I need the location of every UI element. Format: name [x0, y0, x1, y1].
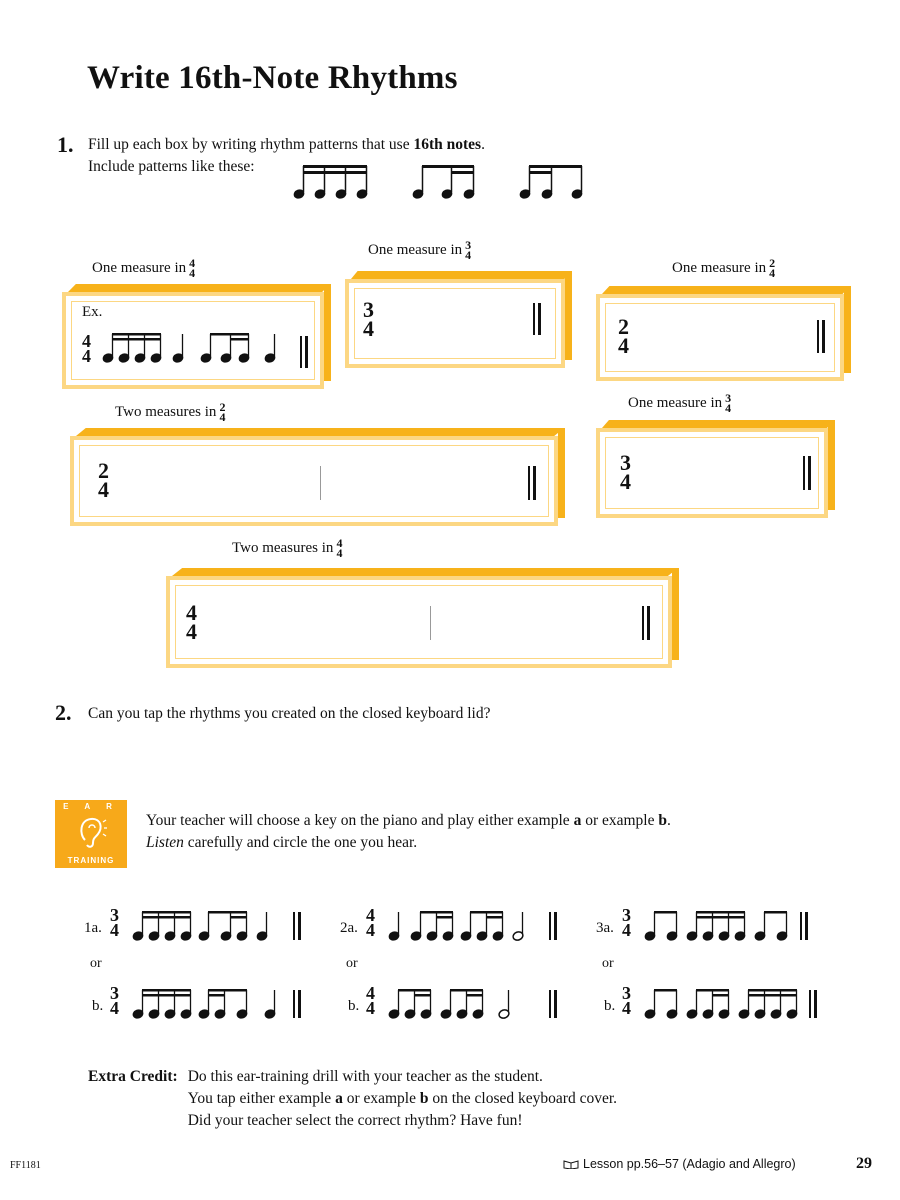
box-4-face [70, 436, 558, 526]
box-6-label-timesig [336, 536, 343, 561]
timesig-top: 4 [366, 983, 375, 1003]
box-1-barline-final [305, 336, 308, 368]
box-5-side-edge [828, 420, 835, 510]
example-3a-rhythm [642, 908, 822, 944]
timesig-top: 3 [622, 983, 631, 1003]
box-5-label [628, 391, 732, 416]
box-4-label-text: Two measures in [115, 403, 217, 420]
box-3-label-timesig [769, 256, 776, 281]
timesig-bottom: 4 [336, 546, 343, 561]
footer-code: FF1181 [10, 1160, 41, 1171]
example-2b-label: b. [348, 998, 360, 1014]
extra-line2-mid: or example [342, 1090, 420, 1107]
box-6-barline-middle [430, 606, 431, 640]
box-2-barline-thin [533, 303, 535, 335]
extra-credit-label: Extra Credit: [88, 1068, 178, 1085]
example-3b-timesig [622, 983, 631, 1019]
example-3a-timesig [622, 905, 631, 941]
example-1a-label: 1a. [84, 920, 102, 936]
box-6-barline-final [647, 606, 650, 640]
box-1-label [92, 256, 196, 281]
extra-line2-end: on the closed keyboard cover. [428, 1090, 618, 1107]
box-2-side-edge [565, 271, 572, 360]
box-5-timesig [620, 450, 631, 494]
timesig-bottom: 4 [366, 920, 375, 941]
timesig-bottom: 4 [618, 332, 629, 358]
box-5-label-text: One measure in [628, 394, 723, 411]
extra-option-a: a [335, 1090, 343, 1107]
box-2-label-text: One measure in [368, 241, 463, 258]
timesig-top: 3 [725, 391, 732, 405]
example-3a-label: 3a. [596, 920, 614, 936]
timesig-top: 2 [769, 256, 776, 270]
timesig-bottom: 4 [110, 920, 119, 941]
q1-text-end: . [481, 136, 485, 153]
box-5-barline-final [808, 456, 811, 490]
box-3-barline-thin [817, 320, 819, 353]
rhythm-box-5[interactable] [596, 428, 828, 518]
pattern-eighth-two-sixteenths [412, 165, 475, 199]
box-2-barline-final [538, 303, 541, 335]
rhythm-box-2[interactable] [345, 279, 565, 368]
box-3-top-edge [602, 286, 850, 294]
box-5-barline-thin [803, 456, 805, 490]
box-1-label-text: One measure in [92, 259, 187, 276]
box-4-barline-middle [320, 466, 321, 500]
box-3-side-edge [844, 286, 851, 373]
example-label: Ex. [82, 304, 103, 320]
example-2b-rhythm [386, 986, 556, 1022]
timesig-top: 4 [186, 600, 197, 625]
example-1b-label: b. [92, 998, 104, 1014]
box-4-barline-final [533, 466, 536, 500]
extra-credit-line1: Do this ear-training drill with your teacher as the student. [187, 1068, 543, 1085]
example-1a-rhythm [130, 908, 310, 944]
timesig-bottom: 4 [769, 266, 776, 281]
timesig-top: 3 [620, 450, 631, 475]
pattern-two-sixteenths-eighth [519, 165, 583, 199]
box-3-face [596, 294, 844, 381]
question-2-text: Can you tap the rhythms you created on the closed keyboard lid? [88, 705, 491, 722]
ear-text-line2: carefully and circle the one you hear. [183, 834, 418, 851]
box-3-timesig [618, 314, 629, 358]
ear-training-badge [55, 800, 127, 868]
timesig-top: 3 [110, 905, 119, 925]
box-2-top-edge [351, 271, 571, 279]
ear-icon [77, 814, 107, 850]
example-2a-label: 2a. [340, 920, 358, 936]
q1-bold-term: 16th notes [413, 136, 482, 153]
example-3a-barline-final [805, 912, 808, 940]
box-6-label [232, 536, 343, 561]
box-6-face [166, 576, 672, 668]
example-3b-barline-thin [809, 990, 811, 1018]
timesig-bottom: 4 [465, 248, 472, 263]
footer-lesson-reference [563, 1157, 796, 1171]
box-3-label-text: One measure in [672, 259, 767, 276]
timesig-bottom: 4 [189, 266, 196, 281]
extra-credit-line3: Did your teacher select the correct rhythm? Have fun! [187, 1112, 523, 1129]
question-2-number: 2. [55, 700, 72, 725]
ear-badge-bottom-text: TRAINING [67, 856, 115, 865]
box-6-barline-thin [642, 606, 644, 640]
example-3b-label: b. [604, 998, 616, 1014]
q1-text-part: Fill up each box by writing rhythm patterns that use [88, 136, 414, 153]
timesig-top: 3 [622, 905, 631, 925]
timesig-top: 3 [465, 238, 472, 252]
box-2-label-timesig [465, 238, 472, 263]
extra-option-b: b [419, 1090, 429, 1107]
box-5-inner [605, 437, 819, 509]
example-1b-barline-final [298, 990, 301, 1018]
example-1b-timesig [110, 983, 119, 1019]
timesig-top: 4 [336, 536, 343, 550]
box-2-inner [354, 288, 556, 359]
example-1a-barline-final [298, 912, 301, 940]
box-4-label-timesig [219, 400, 226, 425]
extra-line2-part: You tap either example [187, 1090, 336, 1107]
ear-text-end: . [666, 812, 671, 829]
box-4-label [115, 400, 226, 425]
ear-listen-word: Listen [146, 834, 184, 851]
or-label-1: or [90, 956, 102, 971]
timesig-bottom: 4 [363, 315, 374, 341]
example-2a-rhythm [386, 908, 556, 944]
question-1-number: 1. [57, 132, 74, 157]
ear-training-instructions [146, 810, 671, 854]
box-1-label-timesig [189, 256, 196, 281]
box-6-inner [175, 585, 663, 659]
timesig-bottom: 4 [110, 998, 119, 1019]
example-2b-barline-final [554, 990, 557, 1018]
box-4-barline-thin [528, 466, 530, 500]
box-6-timesig [186, 600, 197, 644]
timesig-bottom: 4 [186, 618, 197, 644]
box-4-timesig [98, 458, 109, 502]
timesig-top: 2 [618, 314, 629, 339]
box-1-barline-thin [300, 336, 302, 368]
box-2-timesig [363, 297, 374, 341]
timesig-bottom: 4 [622, 920, 631, 941]
or-label-3: or [602, 956, 614, 971]
box-1-timesig [82, 331, 91, 367]
ear-text-mid: or example [581, 812, 659, 829]
example-1a-barline-thin [293, 912, 295, 940]
ear-badge-top-text: E A R [63, 802, 119, 811]
box-1-side-edge [324, 284, 331, 381]
example-3b-rhythm [642, 986, 822, 1022]
box-5-top-edge [602, 420, 834, 428]
example-2a-timesig [366, 905, 375, 941]
timesig-top: 4 [366, 905, 375, 925]
sample-rhythm-patterns [285, 160, 595, 202]
ear-text-part: Your teacher will choose a key on the piano and play either example [146, 812, 574, 829]
book-icon [563, 1159, 579, 1169]
timesig-top: 3 [110, 983, 119, 1003]
ear-option-b: b [658, 812, 667, 829]
example-2a-barline-thin [549, 912, 551, 940]
timesig-bottom: 4 [725, 401, 732, 416]
box-3-label [672, 256, 776, 281]
example-2b-timesig [366, 983, 375, 1019]
timesig-bottom: 4 [366, 998, 375, 1019]
pattern-four-sixteenths [293, 165, 368, 199]
timesig-bottom: 4 [219, 410, 226, 425]
example-3a-barline-thin [800, 912, 802, 940]
example-2b-barline-thin [549, 990, 551, 1018]
example-1b-rhythm [130, 986, 310, 1022]
extra-credit-text [188, 1066, 617, 1132]
example-1b-barline-thin [293, 990, 295, 1018]
box-5-label-timesig [725, 391, 732, 416]
rhythm-box-1[interactable] [62, 292, 324, 389]
box-2-face [345, 279, 565, 368]
q1-instruction-line2: Include patterns like these: [88, 158, 255, 175]
timesig-top: 2 [219, 400, 226, 414]
example-3b-barline-final [814, 990, 817, 1018]
box-4-top-edge [76, 428, 564, 436]
timesig-bottom: 4 [82, 346, 91, 367]
box-4-inner [79, 445, 549, 517]
or-label-2: or [346, 956, 358, 971]
rhythm-box-4[interactable] [70, 436, 558, 526]
box-1-top-edge [68, 284, 330, 292]
box-4-side-edge [558, 428, 565, 518]
box-3-inner [605, 303, 835, 372]
box-2-label [368, 238, 472, 263]
timesig-top: 4 [189, 256, 196, 270]
rhythm-box-6[interactable] [166, 576, 672, 668]
extra-credit [88, 1066, 617, 1132]
box-6-side-edge [672, 568, 679, 660]
timesig-top: 4 [82, 331, 91, 351]
timesig-top: 2 [98, 458, 109, 483]
example-2a-barline-final [554, 912, 557, 940]
timesig-top: 3 [363, 297, 374, 322]
box-6-top-edge [172, 568, 678, 576]
example-rhythm [100, 328, 310, 368]
box-6-label-text: Two measures in [232, 539, 334, 556]
ear-option-a: a [573, 812, 582, 829]
timesig-bottom: 4 [98, 476, 109, 502]
box-3-barline-final [822, 320, 825, 353]
page-number: 29 [856, 1155, 872, 1172]
timesig-bottom: 4 [620, 468, 631, 494]
rhythm-box-3[interactable] [596, 294, 844, 381]
footer-lesson-text: Lesson pp.56–57 (Adagio and Allegro) [583, 1157, 796, 1171]
example-1a-timesig [110, 905, 119, 941]
page-title: Write 16th-Note Rhythms [87, 60, 458, 96]
timesig-bottom: 4 [622, 998, 631, 1019]
